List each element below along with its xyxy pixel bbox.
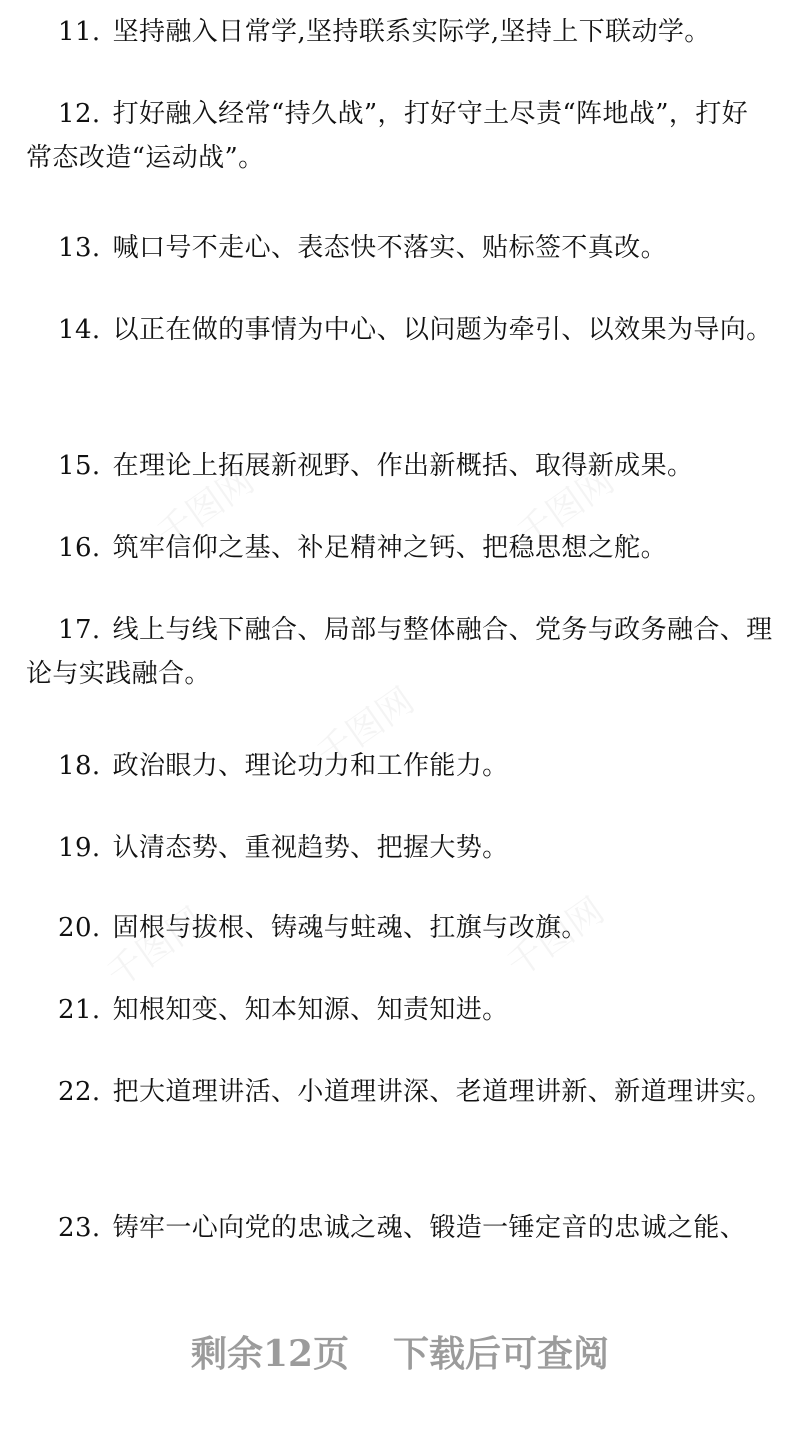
item-text: 知根知变、知本知源、知责知进。 bbox=[112, 995, 509, 1025]
item-number: 21. bbox=[58, 995, 101, 1025]
list-item bbox=[26, 988, 774, 1032]
list-item bbox=[26, 906, 774, 950]
download-prompt-label: 下载后可查阅 bbox=[393, 1333, 610, 1375]
item-text: 以正在做的事情为中心、以问题为牵引、以效果为导向。 bbox=[112, 315, 773, 345]
item-text: 喊口号不走心、表态快不落实、贴标签不真改。 bbox=[112, 233, 667, 263]
list-item bbox=[26, 92, 774, 180]
item-text: 线上与线下融合、局部与整体融合、党务与政务融合、理论与实践融合。 bbox=[26, 615, 773, 689]
item-number: 15. bbox=[58, 451, 101, 481]
list-item bbox=[26, 1070, 774, 1114]
item-number: 20. bbox=[58, 913, 101, 943]
list-item bbox=[26, 308, 774, 352]
list-item bbox=[26, 744, 774, 788]
list-item bbox=[26, 444, 774, 488]
item-text: 在理论上拓展新视野、作出新概括、取得新成果。 bbox=[112, 451, 694, 481]
item-number: 13. bbox=[58, 233, 101, 263]
item-text: 筑牢信仰之基、补足精神之钙、把稳思想之舵。 bbox=[112, 533, 667, 563]
item-number: 12. bbox=[58, 99, 101, 129]
list-item bbox=[26, 1206, 774, 1250]
item-number: 19. bbox=[58, 833, 101, 863]
item-text: 把大道理讲活、小道理讲深、老道理讲新、新道理讲实。 bbox=[112, 1077, 773, 1107]
item-number: 18. bbox=[58, 751, 101, 781]
item-text: 认清态势、重视趋势、把握大势。 bbox=[112, 833, 509, 863]
item-text: 政治眼力、理论功力和工作能力。 bbox=[112, 751, 509, 781]
item-number: 17. bbox=[58, 615, 101, 645]
list-item bbox=[26, 608, 774, 696]
item-number: 23. bbox=[58, 1213, 101, 1243]
item-text: 铸牢一心向党的忠诚之魂、锻造一锤定音的忠诚之能、 bbox=[112, 1213, 747, 1243]
list-item bbox=[26, 526, 774, 570]
item-number: 16. bbox=[58, 533, 101, 563]
item-text: 打好融入经常“持久战”，打好守土尽责“阵地战”，打好常态改造“运动战”。 bbox=[26, 99, 749, 173]
item-number: 22. bbox=[58, 1077, 101, 1107]
remaining-pages-label: 剩余12页 bbox=[190, 1333, 350, 1375]
list-item bbox=[26, 226, 774, 270]
item-number: 11. bbox=[58, 17, 101, 47]
item-text: 固根与拔根、铸魂与蛀魂、扛旗与改旗。 bbox=[112, 913, 588, 943]
item-text: 坚持融入日常学,坚持联系实际学,坚持上下联动学。 bbox=[112, 17, 711, 47]
item-number: 14. bbox=[58, 315, 101, 345]
download-banner[interactable] bbox=[0, 1330, 800, 1378]
list-item bbox=[26, 10, 774, 54]
list-item bbox=[26, 826, 774, 870]
